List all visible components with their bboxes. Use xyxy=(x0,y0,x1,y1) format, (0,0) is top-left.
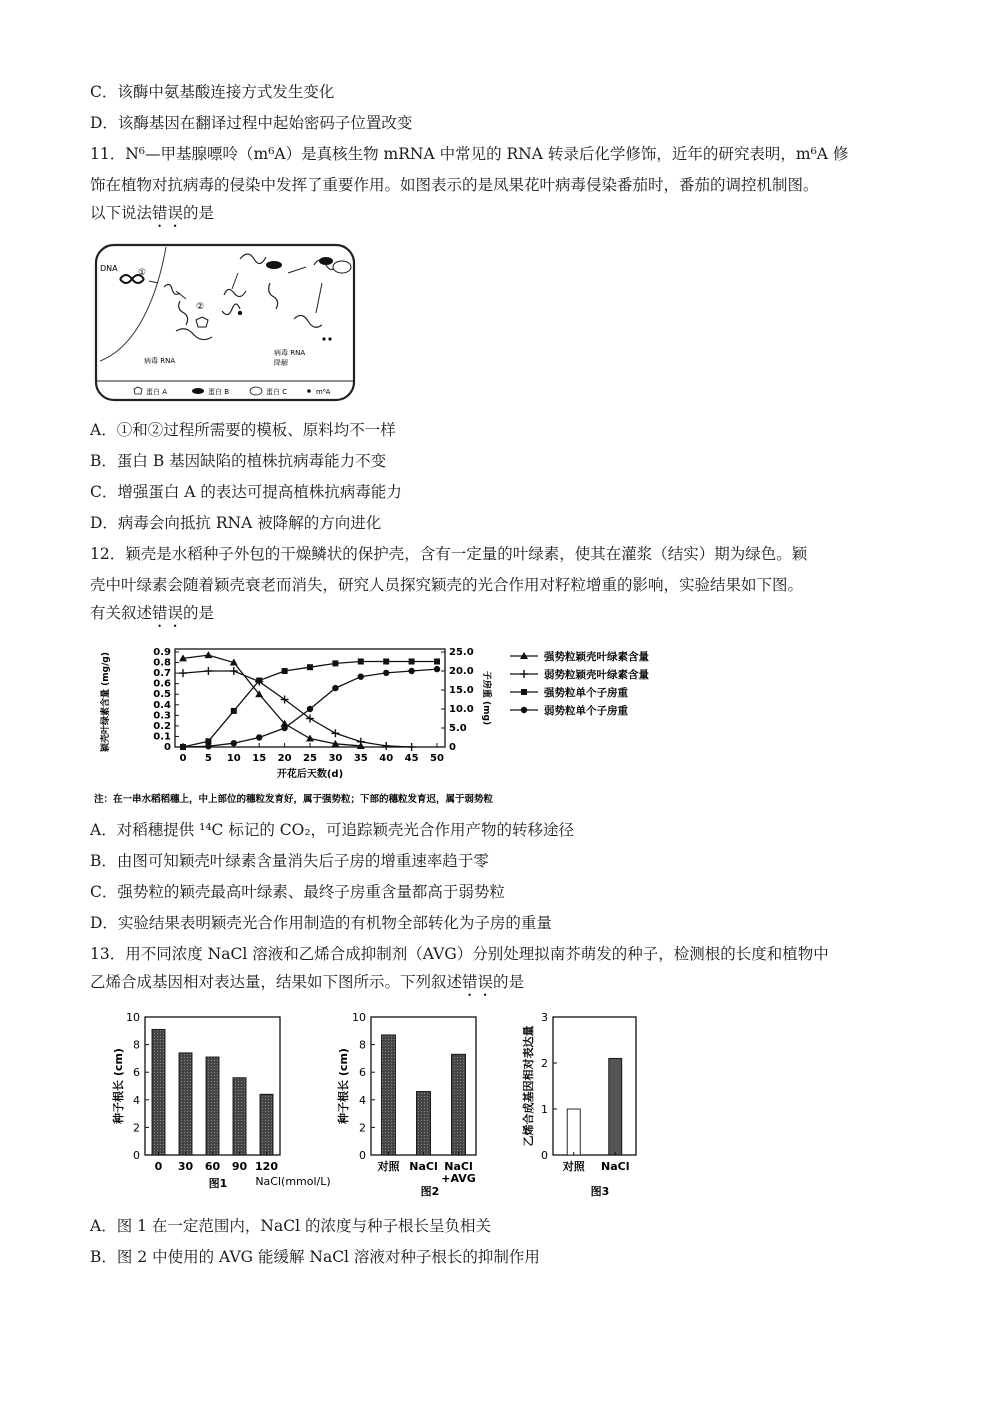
data-point xyxy=(434,659,440,665)
q13-figure3-bar-chart xyxy=(518,1005,668,1205)
figure-caption: 图3 xyxy=(590,1185,610,1198)
y-tick-label: 0 xyxy=(541,1149,548,1162)
y-tick-label: 6 xyxy=(359,1066,366,1080)
bar xyxy=(452,1054,466,1155)
arrow-1 xyxy=(149,281,158,283)
data-point xyxy=(307,706,313,712)
y-tick-label: 0 xyxy=(359,1149,366,1162)
x-tick-label: 120 xyxy=(255,1160,278,1173)
q12-stem-line2: 壳中叶绿素会随着颖壳衰老而消失，研究人员探究颖壳的光合作用对籽粒增重的影响，实验结果如下图。 xyxy=(90,576,804,594)
q12-option-a: A．对稻穗提供 ¹⁴C 标记的 CO₂，可追踪颖壳光合作用产物的转移途径 xyxy=(90,821,575,839)
q12-option-c: C．强势粒的颖壳最高叶绿素、最终子房重含量都高于弱势粒 xyxy=(90,883,505,901)
y-tick-label: 10 xyxy=(352,1011,366,1024)
data-point xyxy=(434,666,440,672)
x-tick-label: 5 xyxy=(204,753,212,764)
x-tick-label: 90 xyxy=(231,1160,248,1173)
x-tick-label: 50 xyxy=(430,753,444,764)
y-tick-label: 2 xyxy=(359,1121,366,1135)
legend-label: 强势粒颖壳叶绿素含量 xyxy=(544,651,649,663)
q11-stem-line2: 饰在植物对抗病毒的侵染中发挥了重要作用。如图表示的是凤果花叶病毒侵染番茄时，番茄的调控机制图。 xyxy=(90,176,819,194)
data-point xyxy=(256,678,262,684)
y-axis-label: 种子根长 (cm) xyxy=(337,1048,350,1124)
q12-option-d: D．实验结果表明颖壳光合作用制造的有机物全部转化为子房的重量 xyxy=(90,914,552,932)
x-tick-label: 30 xyxy=(177,1160,194,1173)
viral-rna-4 xyxy=(222,304,240,315)
y-tick-label: 1 xyxy=(541,1103,548,1116)
data-point xyxy=(358,659,364,665)
x-axis-label: 开花后天数(d) xyxy=(276,769,344,780)
viral-rna-3 xyxy=(176,329,212,340)
x-tick-label: NaCl xyxy=(601,1160,630,1173)
y-left-tick-label: 0.2 xyxy=(153,720,171,732)
y-right-tick-label: 10.0 xyxy=(449,704,474,715)
x-tick-label: 0 xyxy=(179,753,187,764)
q13-option-b: B．图 2 中使用的 AVG 能缓解 NaCl 溶液对种子根长的抑制作用 xyxy=(90,1248,540,1266)
bar xyxy=(382,1035,396,1155)
y-tick-label: 2 xyxy=(133,1121,140,1135)
q13-stem-line1: 13．用不同浓度 NaCl 溶液和乙烯合成抑制剂（AVG）分别处理拟南芥萌发的种子，检测根的长度和植物中 xyxy=(90,945,829,963)
legend-label: 强势粒单个子房重 xyxy=(544,687,628,699)
legend-entry xyxy=(510,704,628,717)
q11-option-d: D．病毒会向抵抗 RNA 被降解的方向进化 xyxy=(90,514,382,532)
y-left-tick-label: 0.1 xyxy=(153,731,171,743)
legend-protein-c-icon xyxy=(250,387,262,395)
dna-label: DNA xyxy=(100,264,118,273)
y-left-tick-label: 0.5 xyxy=(153,689,171,701)
x-tick-label: 30 xyxy=(328,753,343,764)
chart-series xyxy=(179,651,440,751)
y-tick-label: 8 xyxy=(359,1038,366,1052)
plot-frame xyxy=(553,1017,636,1155)
degrade-label-1: 病毒 RNA xyxy=(274,349,306,357)
y-tick-label: 8 xyxy=(133,1038,140,1052)
viral-rna-6 xyxy=(240,254,266,264)
y-left-tick-label: 0.3 xyxy=(153,710,171,722)
data-point xyxy=(231,708,237,714)
protein-a-icon xyxy=(196,317,208,327)
data-point xyxy=(382,742,390,750)
m6a-mark-3 xyxy=(328,337,331,340)
bar xyxy=(233,1078,246,1155)
data-point xyxy=(358,674,364,680)
step2-label: ② xyxy=(196,302,205,312)
y-left-tick-label: 0.8 xyxy=(153,657,171,669)
y-left-label-text: 颖壳叶绿素含量 (mg/g) xyxy=(101,652,111,752)
viral-rna-2 xyxy=(179,301,188,325)
q12-stem-line1: 12．颖壳是水稻种子外包的干燥鳞状的保护壳，含有一定量的叶绿素，使其在灌浆（结实）期为绿色。颖 xyxy=(90,545,808,563)
legend-m6a-icon xyxy=(307,389,311,393)
x-tick-label: 对照 xyxy=(562,1160,585,1173)
viral-rna-7 xyxy=(269,283,278,309)
x-axis-label: NaCl(mmol/L) xyxy=(255,1175,331,1188)
x-tick-label: NaCl xyxy=(409,1160,438,1173)
data-point xyxy=(408,743,416,751)
data-point xyxy=(306,735,314,742)
legend-entry xyxy=(510,668,649,681)
figure-caption: 图1 xyxy=(208,1177,228,1190)
legend-marker xyxy=(521,689,527,695)
q11-stem-line3 xyxy=(90,203,214,231)
q13-stem-emph: 错误 xyxy=(462,973,494,991)
q10-option-d: D．该酶基因在翻译过程中起始密码子位置改变 xyxy=(90,114,413,132)
arrow-3 xyxy=(232,273,238,289)
bar xyxy=(179,1053,192,1155)
q11-mechanism-diagram xyxy=(94,243,356,403)
x-tick-label: 0 xyxy=(154,1160,163,1173)
q13-option-a: A．图 1 在一定范围内，NaCl 的浓度与种子根长呈负相关 xyxy=(90,1217,491,1235)
data-point xyxy=(307,664,313,670)
data-point xyxy=(383,670,389,676)
step1-label: ① xyxy=(138,268,147,278)
data-point xyxy=(204,667,212,675)
x-tick-label: 25 xyxy=(303,753,317,764)
legend xyxy=(134,387,331,396)
y-right-tick-label: 20.0 xyxy=(449,666,474,677)
data-point xyxy=(231,740,237,746)
q13-stem-line2 xyxy=(90,972,524,1000)
data-point xyxy=(230,667,238,675)
legend-label: 弱势粒单个子房重 xyxy=(544,705,628,717)
y-tick-label: 2 xyxy=(541,1057,548,1070)
y-left-tick-label: 0.7 xyxy=(153,668,171,680)
cell-outline xyxy=(96,245,354,400)
degrade-label-2: 降解 xyxy=(274,359,288,367)
x-tick-label: +AVG xyxy=(441,1172,476,1185)
q13-stem-post: 的是 xyxy=(493,973,525,991)
legend-m6a: m⁶A xyxy=(316,388,331,396)
m6a-mark-2 xyxy=(322,337,325,340)
x-tick-label: 20 xyxy=(277,753,292,764)
y-right-tick-label: 5.0 xyxy=(449,723,467,734)
q11-stem-line1: 11．N⁶—甲基腺嘌呤（m⁶A）是真核生物 mRNA 中常见的 RNA 转录后化学修饰，近年的研究表明，m⁶A 修 xyxy=(90,145,849,163)
y-tick-label: 4 xyxy=(133,1093,140,1107)
x-tick-label: 40 xyxy=(379,753,394,764)
y-left-tick-label: 0.6 xyxy=(153,678,171,690)
bar xyxy=(206,1057,219,1155)
arrow-2 xyxy=(176,291,186,299)
y-right-tick-label: 0 xyxy=(449,742,456,753)
y-axis-label: 种子根长 (cm) xyxy=(112,1048,125,1124)
data-point xyxy=(180,744,186,750)
x-tick-label: NaCl xyxy=(444,1160,473,1173)
q12-line-chart xyxy=(92,640,692,810)
data-point xyxy=(357,738,365,746)
m6a-mark xyxy=(238,311,242,315)
arrow-4 xyxy=(288,267,306,273)
data-point xyxy=(332,660,338,666)
data-point xyxy=(179,669,187,677)
bar xyxy=(260,1094,273,1155)
data-point xyxy=(281,725,287,731)
x-tick-label: 45 xyxy=(404,753,419,764)
data-point xyxy=(409,659,415,665)
data-point xyxy=(332,685,338,691)
y-tick-label: 6 xyxy=(133,1066,140,1080)
q13-figure2-bar-chart xyxy=(333,1005,513,1205)
data-point xyxy=(383,659,389,665)
y-tick-label: 0 xyxy=(133,1149,140,1162)
bar xyxy=(152,1029,165,1155)
viral-rna-label: 病毒 RNA xyxy=(144,357,176,365)
y-left-tick-label: 0.9 xyxy=(153,647,171,658)
q12-stem-post: 的是 xyxy=(183,604,215,622)
legend-protein-a-icon xyxy=(134,387,142,394)
series-2 xyxy=(179,667,416,751)
y-left-label xyxy=(99,652,111,752)
y-right-label-text: 子房重 (mg) xyxy=(481,670,491,726)
legend-entry xyxy=(510,686,628,699)
x-tick-label: 10 xyxy=(226,753,241,764)
legend-marker xyxy=(521,707,527,713)
legend-entry xyxy=(510,650,649,663)
y-tick-label: 3 xyxy=(541,1011,548,1024)
series-line xyxy=(183,662,437,748)
bar xyxy=(567,1109,580,1155)
y-left-tick-label: 0.4 xyxy=(153,699,171,711)
q13-figure1-bar-chart xyxy=(108,1005,348,1205)
q13-stem-pre: 乙烯合成基因相对表达量，结果如下图所示。下列叙述 xyxy=(90,973,463,991)
y-tick-label: 10 xyxy=(126,1011,140,1024)
legend-protein-c: 蛋白 C xyxy=(266,388,288,396)
series-line xyxy=(183,671,412,747)
q11-stem-pre: 以下说法 xyxy=(90,204,153,222)
y-right-tick-label: 25.0 xyxy=(449,647,474,658)
legend-protein-b-icon xyxy=(192,388,204,394)
protein-b-icon xyxy=(266,261,282,269)
chart-legend xyxy=(510,650,649,717)
legend-protein-a: 蛋白 A xyxy=(146,388,168,396)
data-point xyxy=(282,668,288,674)
x-tick-label: 60 xyxy=(204,1160,221,1173)
viral-rna-9 xyxy=(294,315,322,327)
q11-stem-post: 的是 xyxy=(183,204,215,222)
q12-stem-line3 xyxy=(90,603,214,631)
q11-option-b: B．蛋白 B 基因缺陷的植株抗病毒能力不变 xyxy=(90,452,387,470)
protein-c-icon xyxy=(333,261,351,273)
legend-marker xyxy=(520,670,528,678)
y-right-tick-label: 15.0 xyxy=(449,685,474,696)
q12-stem-pre: 有关叙述 xyxy=(90,604,153,622)
x-tick-label: 15 xyxy=(252,753,267,764)
q12-stem-emph: 错误 xyxy=(152,604,184,622)
y-tick-label: 4 xyxy=(359,1093,366,1107)
data-point xyxy=(205,743,211,749)
x-tick-label: 对照 xyxy=(377,1160,400,1173)
arrow-5 xyxy=(316,283,322,313)
y-left-tick-label: 0 xyxy=(164,742,171,753)
data-point xyxy=(204,651,212,658)
legend-protein-b: 蛋白 B xyxy=(208,388,230,396)
q10-option-c: C．该酶中氨基酸连接方式发生变化 xyxy=(90,83,335,101)
data-point xyxy=(256,734,262,740)
figure-caption: 图2 xyxy=(420,1185,440,1198)
q11-option-c: C．增强蛋白 A 的表达可提高植株抗病毒能力 xyxy=(90,483,402,501)
x-tick-label: 35 xyxy=(353,753,368,764)
protein-b-icon-2 xyxy=(319,257,333,265)
chart-note: 注：在一串水稻稻穗上，中上部位的穗粒发育好，属于强势粒；下部的穗粒发育迟，属于弱势粒 xyxy=(94,794,494,805)
bar xyxy=(417,1092,431,1155)
q12-option-b: B．由图可知颖壳叶绿素含量消失后子房的增重速率趋于零 xyxy=(90,852,489,870)
y-axis-label: 乙烯合成基因相对表达量 xyxy=(522,1025,535,1147)
q11-option-a: A．①和②过程所需要的模板、原料均不一样 xyxy=(90,421,396,439)
q11-stem-emph: 错误 xyxy=(152,204,184,222)
data-point xyxy=(408,668,414,674)
data-point xyxy=(331,729,339,737)
bar xyxy=(609,1058,622,1155)
viral-rna-5 xyxy=(224,289,246,296)
legend-label: 弱势粒颖壳叶绿素含量 xyxy=(544,669,649,681)
